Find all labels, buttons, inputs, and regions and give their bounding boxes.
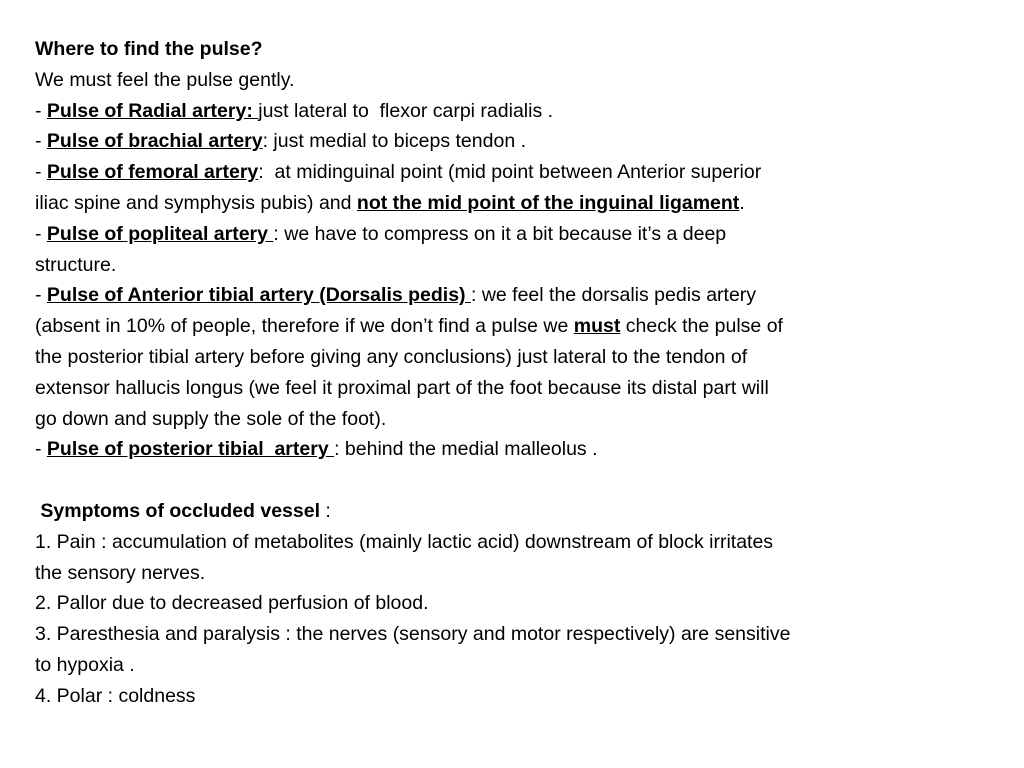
intro-text: We must feel the pulse gently. xyxy=(35,68,295,91)
pulse-anterior-tibial: - Pulse of Anterior tibial artery (Dorsalis pedis) : we feel the dorsalis pedis artery xyxy=(35,284,757,307)
pulse-anterior-tibial-cont: go down and supply the sole of the foot). xyxy=(35,407,387,430)
pulse-popliteal: - Pulse of popliteal artery : we have to compress on it a bit because it’s a deep xyxy=(35,222,727,245)
pulse-brachial: - Pulse of brachial artery: just medial to biceps tendon . xyxy=(35,130,526,153)
symptom-item: 3. Paresthesia and paralysis : the nerves (sensory and motor respectively) are sensitive xyxy=(35,623,791,646)
slide-body xyxy=(35,34,995,712)
symptoms-heading: Symptoms of occluded vessel : xyxy=(40,499,331,522)
symptom-item: 2. Pallor due to decreased perfusion of blood. xyxy=(35,592,429,615)
pulse-anterior-tibial-cont: extensor hallucis longus (we feel it proximal part of the foot because its distal part will xyxy=(35,376,769,399)
pulse-femoral-cont: iliac spine and symphysis pubis) and not the mid point of the inguinal ligament. xyxy=(35,191,745,214)
pulse-anterior-tibial-cont: (absent in 10% of people, therefore if we don’t find a pulse we must check the pulse of xyxy=(35,315,783,338)
pulse-anterior-tibial-cont: the posterior tibial artery before giving any conclusions) just lateral to the tendon of xyxy=(35,345,748,368)
pulse-femoral: - Pulse of femoral artery: at midinguinal point (mid point between Anterior superior xyxy=(35,161,762,184)
symptom-item-cont: to hypoxia . xyxy=(35,653,135,676)
pulse-radial: - Pulse of Radial artery: just lateral to flexor carpi radialis . xyxy=(35,99,554,122)
symptom-item-cont: the sensory nerves. xyxy=(35,561,206,584)
spacer xyxy=(35,465,995,496)
section-title: Where to find the pulse? xyxy=(35,38,263,60)
symptom-item: 4. Polar : coldness xyxy=(35,684,196,707)
symptom-item: 1. Pain : accumulation of metabolites (mainly lactic acid) downstream of block irritates xyxy=(35,530,774,553)
pulse-popliteal-cont: structure. xyxy=(35,253,117,276)
pulse-posterior-tibial: - Pulse of posterior tibial artery : behind the medial malleolus . xyxy=(35,438,598,461)
